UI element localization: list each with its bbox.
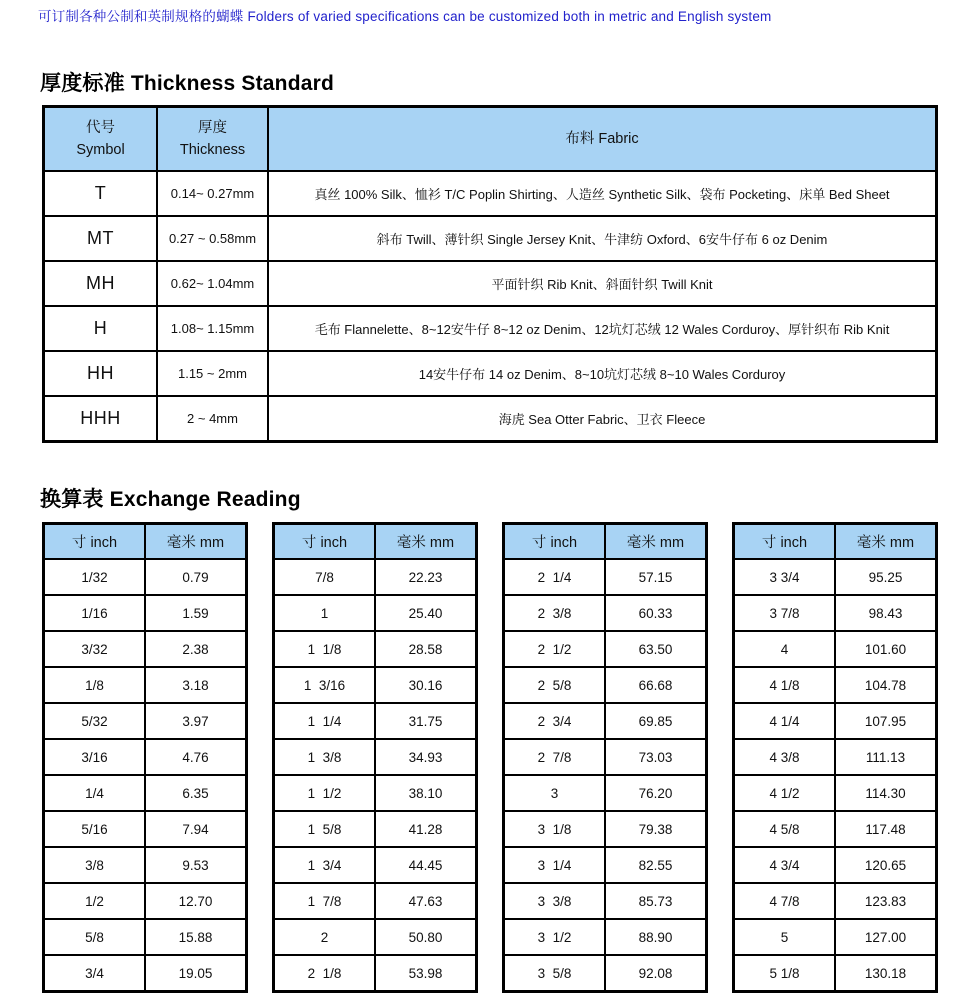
- mm-cell: 76.20: [605, 775, 707, 811]
- mm-cell: 82.55: [605, 847, 707, 883]
- mm-cell: 127.00: [835, 919, 937, 955]
- table-row: [734, 919, 937, 955]
- mm-cell: 30.16: [375, 667, 477, 703]
- thickness-table-body: [44, 171, 937, 442]
- table-row: [504, 631, 707, 667]
- exchange-reading-title: 换算表 Exchange Reading: [40, 488, 301, 511]
- inch-cell: 1 3/4: [274, 847, 376, 883]
- table-row: [504, 883, 707, 919]
- table-row: [504, 595, 707, 631]
- mm-cell: 104.78: [835, 667, 937, 703]
- table-row: [44, 171, 937, 216]
- symbol-header-en: Symbol: [76, 142, 125, 158]
- exchange-table: [502, 522, 708, 993]
- mm-cell: 117.48: [835, 811, 937, 847]
- inch-cell: 5/8: [44, 919, 146, 955]
- inch-cell: 2 3/8: [504, 595, 606, 631]
- symbol-cell: HH: [44, 351, 158, 396]
- inch-cell: 3 1/4: [504, 847, 606, 883]
- exchange-tables-container: [42, 522, 980, 993]
- inch-column-header: 寸 inch: [44, 524, 146, 560]
- inch-cell: 3/8: [44, 847, 146, 883]
- mm-cell: 2.38: [145, 631, 247, 667]
- mm-cell: 73.03: [605, 739, 707, 775]
- table-row: [734, 667, 937, 703]
- inch-cell: 2 1/4: [504, 559, 606, 595]
- inch-cell: 3/16: [44, 739, 146, 775]
- inch-cell: 1 1/8: [274, 631, 376, 667]
- table-row: [504, 739, 707, 775]
- mm-cell: 44.45: [375, 847, 477, 883]
- table-row: [44, 847, 247, 883]
- table-row: [274, 811, 477, 847]
- inch-cell: 2 7/8: [504, 739, 606, 775]
- exchange-table-body: [44, 559, 247, 992]
- fabric-cell: 真丝 100% Silk、恤衫 T/C Poplin Shirting、人造丝 Synthetic Silk、袋布 Pocketing、床单 Bed Sheet: [268, 171, 937, 216]
- mm-cell: 120.65: [835, 847, 937, 883]
- inch-cell: 1: [274, 595, 376, 631]
- table-row: [44, 261, 937, 306]
- header-row: [44, 524, 247, 560]
- exchange-table-header: [504, 524, 707, 560]
- table-row: [44, 595, 247, 631]
- thickness-cell: 0.62~ 1.04mm: [157, 261, 268, 306]
- mm-cell: 130.18: [835, 955, 937, 992]
- table-row: [504, 811, 707, 847]
- fabric-cell: 14安牛仔布 14 oz Denim、8~10坑灯芯绒 8~10 Wales Corduroy: [268, 351, 937, 396]
- exchange-table: [42, 522, 248, 993]
- table-row: [44, 811, 247, 847]
- symbol-cell: H: [44, 306, 158, 351]
- thickness-cell: 1.08~ 1.15mm: [157, 306, 268, 351]
- inch-cell: 4 1/2: [734, 775, 836, 811]
- table-row: [274, 631, 477, 667]
- exchange-table-header: [44, 524, 247, 560]
- mm-column-header: 毫米 mm: [375, 524, 477, 560]
- exchange-table-body: [504, 559, 707, 992]
- customization-notice: 可订制各种公制和英制规格的蝴蝶 Folders of varied specifications can be customized both in metric and English system: [38, 9, 772, 24]
- table-row: [734, 703, 937, 739]
- inch-cell: 2: [274, 919, 376, 955]
- mm-cell: 6.35: [145, 775, 247, 811]
- table-row: [734, 739, 937, 775]
- exchange-table-header: [274, 524, 477, 560]
- thickness-standard-title: 厚度标准 Thickness Standard: [40, 72, 334, 95]
- mm-cell: 9.53: [145, 847, 247, 883]
- thickness-header-en: Thickness: [179, 142, 246, 158]
- thickness-standard-table: [42, 105, 938, 443]
- table-row: [274, 847, 477, 883]
- inch-cell: 1/32: [44, 559, 146, 595]
- table-row: [504, 559, 707, 595]
- inch-cell: 3 1/8: [504, 811, 606, 847]
- table-row: [504, 955, 707, 992]
- mm-cell: 88.90: [605, 919, 707, 955]
- table-row: [734, 775, 937, 811]
- table-row: [274, 919, 477, 955]
- table-row: [44, 631, 247, 667]
- inch-cell: 1/4: [44, 775, 146, 811]
- thickness-cell: 2 ~ 4mm: [157, 396, 268, 442]
- inch-cell: 3/32: [44, 631, 146, 667]
- table-row: [734, 883, 937, 919]
- table-row: [44, 306, 937, 351]
- inch-cell: 5/16: [44, 811, 146, 847]
- table-row: [44, 883, 247, 919]
- table-row: [504, 919, 707, 955]
- inch-cell: 2 3/4: [504, 703, 606, 739]
- mm-cell: 101.60: [835, 631, 937, 667]
- table-row: [274, 559, 477, 595]
- table-row: [44, 559, 247, 595]
- mm-cell: 92.08: [605, 955, 707, 992]
- mm-cell: 79.38: [605, 811, 707, 847]
- symbol-cell: HHH: [44, 396, 158, 442]
- mm-cell: 22.23: [375, 559, 477, 595]
- exchange-table-body: [734, 559, 937, 992]
- header-row: [734, 524, 937, 560]
- fabric-cell: 斜布 Twill、薄针织 Single Jersey Knit、牛津纺 Oxford、6安牛仔布 6 oz Denim: [268, 216, 937, 261]
- mm-cell: 47.63: [375, 883, 477, 919]
- mm-cell: 3.97: [145, 703, 247, 739]
- symbol-cell: MT: [44, 216, 158, 261]
- mm-cell: 31.75: [375, 703, 477, 739]
- symbol-cell: MH: [44, 261, 158, 306]
- mm-cell: 123.83: [835, 883, 937, 919]
- inch-cell: 2 5/8: [504, 667, 606, 703]
- mm-column-header: 毫米 mm: [605, 524, 707, 560]
- mm-cell: 95.25: [835, 559, 937, 595]
- inch-cell: 4 7/8: [734, 883, 836, 919]
- header-row: [44, 107, 937, 172]
- inch-cell: 2 1/8: [274, 955, 376, 992]
- table-row: [44, 955, 247, 992]
- fabric-cell: 平面针织 Rib Knit、斜面针织 Twill Knit: [268, 261, 937, 306]
- inch-cell: 4 3/8: [734, 739, 836, 775]
- table-row: [734, 595, 937, 631]
- table-row: [44, 351, 937, 396]
- inch-cell: 3: [504, 775, 606, 811]
- symbol-cell: T: [44, 171, 158, 216]
- table-row: [274, 775, 477, 811]
- thickness-cell: 0.14~ 0.27mm: [157, 171, 268, 216]
- thickness-table-header: [44, 107, 937, 172]
- mm-cell: 114.30: [835, 775, 937, 811]
- inch-cell: 5 1/8: [734, 955, 836, 992]
- fabric-cell: 毛布 Flannelette、8~12安牛仔 8~12 oz Denim、12坑灯芯绒 12 Wales Corduroy、厚针织布 Rib Knit: [268, 306, 937, 351]
- inch-cell: 4 1/4: [734, 703, 836, 739]
- inch-cell: 7/8: [274, 559, 376, 595]
- symbol-column-header: [44, 107, 158, 172]
- header-row: [274, 524, 477, 560]
- thickness-header-zh: 厚度: [198, 119, 227, 136]
- table-row: [44, 739, 247, 775]
- mm-cell: 3.18: [145, 667, 247, 703]
- mm-cell: 12.70: [145, 883, 247, 919]
- inch-cell: 1/16: [44, 595, 146, 631]
- table-row: [274, 955, 477, 992]
- inch-cell: 1 3/16: [274, 667, 376, 703]
- fabric-column-header: 布料 Fabric: [268, 107, 937, 172]
- table-row: [504, 775, 707, 811]
- exchange-table-header: [734, 524, 937, 560]
- table-row: [504, 703, 707, 739]
- mm-cell: 111.13: [835, 739, 937, 775]
- inch-cell: 4 5/8: [734, 811, 836, 847]
- table-row: [274, 703, 477, 739]
- table-row: [44, 703, 247, 739]
- table-row: [734, 559, 937, 595]
- mm-cell: 60.33: [605, 595, 707, 631]
- inch-cell: 1/8: [44, 667, 146, 703]
- table-row: [734, 811, 937, 847]
- table-row: [734, 955, 937, 992]
- exchange-table-body: [274, 559, 477, 992]
- mm-cell: 98.43: [835, 595, 937, 631]
- inch-cell: 1/2: [44, 883, 146, 919]
- inch-cell: 1 3/8: [274, 739, 376, 775]
- table-row: [274, 667, 477, 703]
- fabric-cell: 海虎 Sea Otter Fabric、卫衣 Fleece: [268, 396, 937, 442]
- inch-cell: 3 7/8: [734, 595, 836, 631]
- thickness-cell: 1.15 ~ 2mm: [157, 351, 268, 396]
- mm-cell: 15.88: [145, 919, 247, 955]
- mm-cell: 4.76: [145, 739, 247, 775]
- mm-cell: 107.95: [835, 703, 937, 739]
- symbol-header-zh: 代号: [86, 119, 115, 136]
- header-row: [504, 524, 707, 560]
- inch-cell: 4 1/8: [734, 667, 836, 703]
- table-row: [274, 739, 477, 775]
- inch-cell: 5/32: [44, 703, 146, 739]
- mm-cell: 0.79: [145, 559, 247, 595]
- inch-column-header: 寸 inch: [734, 524, 836, 560]
- inch-cell: 1 7/8: [274, 883, 376, 919]
- table-row: [44, 919, 247, 955]
- table-row: [734, 631, 937, 667]
- mm-cell: 50.80: [375, 919, 477, 955]
- inch-cell: 3 1/2: [504, 919, 606, 955]
- thickness-column-header: [157, 107, 268, 172]
- mm-cell: 38.10: [375, 775, 477, 811]
- inch-column-header: 寸 inch: [274, 524, 376, 560]
- table-row: [44, 396, 937, 442]
- thickness-cell: 0.27 ~ 0.58mm: [157, 216, 268, 261]
- inch-cell: 3 5/8: [504, 955, 606, 992]
- inch-cell: 1 5/8: [274, 811, 376, 847]
- table-row: [734, 847, 937, 883]
- inch-cell: 1 1/2: [274, 775, 376, 811]
- inch-cell: 3 3/4: [734, 559, 836, 595]
- table-row: [274, 883, 477, 919]
- mm-cell: 69.85: [605, 703, 707, 739]
- inch-cell: 2 1/2: [504, 631, 606, 667]
- table-row: [274, 595, 477, 631]
- mm-cell: 34.93: [375, 739, 477, 775]
- mm-cell: 53.98: [375, 955, 477, 992]
- mm-cell: 85.73: [605, 883, 707, 919]
- exchange-table: [732, 522, 938, 993]
- mm-cell: 1.59: [145, 595, 247, 631]
- mm-cell: 41.28: [375, 811, 477, 847]
- inch-cell: 4 3/4: [734, 847, 836, 883]
- inch-cell: 1 1/4: [274, 703, 376, 739]
- inch-cell: 4: [734, 631, 836, 667]
- inch-column-header: 寸 inch: [504, 524, 606, 560]
- mm-column-header: 毫米 mm: [145, 524, 247, 560]
- table-row: [44, 216, 937, 261]
- exchange-table: [272, 522, 478, 993]
- mm-column-header: 毫米 mm: [835, 524, 937, 560]
- mm-cell: 25.40: [375, 595, 477, 631]
- mm-cell: 19.05: [145, 955, 247, 992]
- table-row: [44, 667, 247, 703]
- inch-cell: 5: [734, 919, 836, 955]
- inch-cell: 3/4: [44, 955, 146, 992]
- mm-cell: 66.68: [605, 667, 707, 703]
- mm-cell: 63.50: [605, 631, 707, 667]
- mm-cell: 28.58: [375, 631, 477, 667]
- inch-cell: 3 3/8: [504, 883, 606, 919]
- mm-cell: 7.94: [145, 811, 247, 847]
- table-row: [504, 847, 707, 883]
- mm-cell: 57.15: [605, 559, 707, 595]
- table-row: [504, 667, 707, 703]
- table-row: [44, 775, 247, 811]
